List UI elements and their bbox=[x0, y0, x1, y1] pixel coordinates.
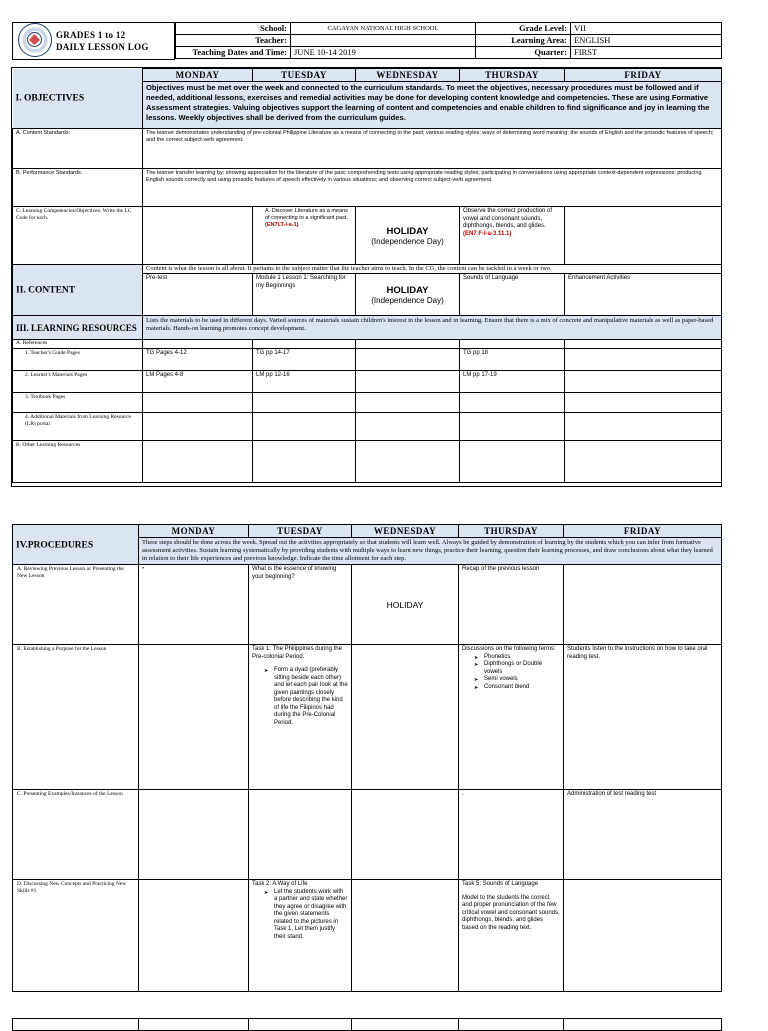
day-tuesday: TUESDAY bbox=[253, 69, 356, 82]
tue-competency: A. Discover Literature as a means of connecting to a significant past. bbox=[265, 208, 348, 221]
proc-b-thursday-item-1: ➤ Phonetics bbox=[484, 654, 560, 662]
day-wednesday: WEDNESDAY bbox=[356, 69, 460, 82]
thu-competency-code: (EN7 F-I-a-3.11.1) bbox=[463, 230, 512, 237]
teacher-label: Teacher: bbox=[176, 35, 291, 47]
performance-standards-label: B. Performance Standards: bbox=[13, 169, 143, 207]
resources-heading: III. LEARNING RESOURCES bbox=[16, 322, 137, 333]
title-line2: DAILY LESSON LOG bbox=[56, 42, 149, 52]
procedures-note: These steps should be done across the week. Spread out the activities appropriately so that students will learn well. Always be guided by demonstration of learning by the students which you can infer from formative assessment activities. Sustain learning systematically by providing students with multiple ways to learn new things, practice their learning, question their learning processes, and draw conclusions about what they learned in relation to their life experiences and previous knowledge. Indicate the time allotment for each step. bbox=[139, 538, 722, 565]
objectives-intro: Objectives must be met over the week and connected to the curriculum standards. To meet the objectives, necessary procedures must be followed and if needed, additional lessons, exercises and remedial activities may be done for developing content knowledge and competencies. These are using Formative Assessment strategies. Valuing objectives support the learning of content and competencies and enable children to find significance and joy in learning the lessons. Weekly objectives shall be derived from the curriculum guides. bbox=[143, 82, 722, 129]
proc-b-thursday-item-2: ➤ Diphthongs or Double vowels bbox=[484, 661, 560, 676]
proc-day-thursday: THURSDAY bbox=[459, 525, 564, 538]
proc-a-thursday: Recap of the previous lesson bbox=[459, 565, 564, 645]
content-standards-label: A. Content Standards: bbox=[13, 129, 143, 169]
tue-competency-code: (EN7LT-I-a-1) bbox=[265, 222, 299, 228]
tg-tuesday: TG pp 14-17 bbox=[253, 349, 356, 371]
day-friday: FRIDAY bbox=[565, 69, 722, 82]
content-thursday: Sounds of Language bbox=[460, 274, 565, 316]
content-friday: Enhancement Activities bbox=[565, 274, 722, 316]
proc-a-label: A. Reviewing Previous Lesson or Presenting the New Lesson bbox=[13, 565, 139, 645]
objectives-table bbox=[12, 68, 722, 483]
school-value: CAGAYAN NATIONAL HIGH SCHOOL bbox=[291, 23, 476, 35]
proc-b-thursday-item-4: ➤ Consonant blend bbox=[484, 684, 560, 692]
content-tuesday: Module 1 Lesson 1: Searching for my Beginnings bbox=[253, 274, 356, 316]
proc-day-wednesday: WEDNESDAY bbox=[352, 525, 459, 538]
thu-competency: Observe the correct production of vowel and consonant sounds, diphthongs, blends, and glides. bbox=[463, 208, 553, 229]
proc-c-label: C. Presenting Examples/Instances of the Lesson bbox=[13, 790, 139, 880]
school-label: School: bbox=[176, 23, 291, 35]
proc-d-tuesday-item: ➤ Let the students work with a partner and state whether they agree or disagree with the given statements related to the pictures in Task 1. Let them justify their stand. bbox=[274, 889, 348, 942]
content-standards-text: The learner demonstrates understanding of pre-colonial Philippine Literature as a means of connecting to the past; various reading styles; ways of determining word meaning; the sounds of English and the prosodic features of speech; and the correct subject-verb agreement. bbox=[143, 129, 722, 169]
dates-value: JUNE 10-14 2019 bbox=[291, 47, 476, 59]
proc-day-tuesday: TUESDAY bbox=[249, 525, 352, 538]
proc-b-thursday-item-3: ➤ Semi vowels bbox=[484, 676, 560, 684]
proc-b-thursday-title: Discussions on the following terms: bbox=[462, 646, 556, 652]
content-heading: II. CONTENT bbox=[16, 285, 76, 296]
proc-day-monday: MONDAY bbox=[139, 525, 249, 538]
day-monday: MONDAY bbox=[143, 69, 253, 82]
procedures-heading: IV.PROCEDURES bbox=[16, 539, 94, 550]
day-thursday: THURSDAY bbox=[460, 69, 565, 82]
teacher-value bbox=[291, 35, 476, 47]
proc-b-tuesday-item: ➤ Form a dyad (preferably sitting beside each other) and let each pair look at the given paintings closely before describing the kind of life the Filipinos had during the Pre-Colonial Period. bbox=[274, 667, 348, 727]
title-box bbox=[12, 22, 175, 60]
content-monday: Pre-test bbox=[143, 274, 253, 316]
page3-strip bbox=[12, 1018, 722, 1031]
grade-value: VII bbox=[571, 23, 722, 35]
textbook-label: 3. Textbook Pages bbox=[13, 393, 143, 413]
lm-thursday: LM pp 17-19 bbox=[460, 371, 565, 393]
holiday-sub: (Independence Day) bbox=[371, 236, 444, 246]
resources-note: Lists the materials to be used in different days. Varied sources of materials sustain children's interest in the lesson and in learning. Ensure that there is a mix of concrete and manipulative materials as well as paper-based materials. Hands-on learning promotes concept development. bbox=[143, 316, 722, 340]
lm-label: 2. Learner's Materials Pages bbox=[13, 371, 143, 393]
header-table bbox=[175, 22, 722, 59]
grade-label: Grade Level: bbox=[476, 23, 571, 35]
content-note: Content is what the lesson is all about. It pertains to the subject matter that the teacher aims to teach. In the CG, the content can be tackled in a week or two. bbox=[143, 265, 722, 274]
tg-label: 1. Teacher's Guide Pages bbox=[13, 349, 143, 371]
area-label: Learning Area: bbox=[476, 35, 571, 47]
proc-a-wednesday: HOLIDAY bbox=[352, 565, 459, 645]
lr-portal-label: 4. Additional Materials from Learning Resource (LR) portal bbox=[13, 413, 143, 441]
other-resources-label: B. Other Learning Resources bbox=[13, 441, 143, 483]
proc-b-label: B. Establishing a Purpose for the Lesson bbox=[13, 645, 139, 790]
content-holiday-sub: (Independence Day) bbox=[371, 295, 444, 305]
content-holiday-title: HOLIDAY bbox=[386, 284, 429, 296]
title-line1: GRADES 1 to 12 bbox=[56, 30, 126, 40]
objectives-heading: I. OBJECTIVES bbox=[15, 93, 85, 104]
proc-d-label: D. Discussing New Concepts and Practicing New Skills #1 bbox=[13, 880, 139, 992]
holiday-title: HOLIDAY bbox=[386, 225, 429, 237]
proc-d-thursday-text: Model to the students the correct and proper pronunciation of the few critical vowel and consonant sounds, diphthongs, blends, and glides based on the reading text. bbox=[462, 894, 560, 931]
procedures-table bbox=[12, 524, 722, 992]
tg-thursday: TG pp 18 bbox=[460, 349, 565, 371]
references-label: A. References bbox=[13, 340, 143, 349]
dates-label: Teaching Dates and Time: bbox=[176, 47, 291, 59]
competencies-label: C. Learning Competencies/Objectives: Write the LC Code for each. bbox=[13, 207, 143, 265]
quarter-value: FIRST bbox=[571, 47, 722, 59]
performance-standards-text: The learner transfer learning by: showing appreciation for the literature of the past; comprehending texts using appropriate reading styles; participating in conversations using appropriate context-dependent expressions; producing English sounds correctly and using prosodic features of speech effectively in various situations; and observing correct subject-verb agreement. bbox=[143, 169, 722, 207]
proc-b-friday: Students listen to the instructions on how to take oral reading test. bbox=[564, 645, 722, 790]
quarter-label: Quarter: bbox=[476, 47, 571, 59]
proc-c-thursday: . bbox=[459, 790, 564, 880]
proc-d-tuesday-title: Task 2: A Way of Life bbox=[252, 881, 308, 887]
lm-monday: LM Pages 4-8 bbox=[143, 371, 253, 393]
area-value: ENGLISH bbox=[571, 35, 722, 47]
proc-day-friday: FRIDAY bbox=[564, 525, 722, 538]
tg-monday: TG Pages 4-12 bbox=[143, 349, 253, 371]
proc-c-friday: Administration of test reading test bbox=[564, 790, 722, 880]
proc-d-thursday-title: Task 5: Sounds of Language bbox=[462, 881, 539, 887]
proc-a-monday: • bbox=[139, 565, 249, 645]
proc-a-tuesday: What is the essence of knowing your beginning? bbox=[249, 565, 352, 645]
lm-tuesday: LM pp 12-16 bbox=[253, 371, 356, 393]
proc-b-tuesday-title: Task 1: The Philippines during the Pre-colonial Period. bbox=[252, 646, 342, 660]
